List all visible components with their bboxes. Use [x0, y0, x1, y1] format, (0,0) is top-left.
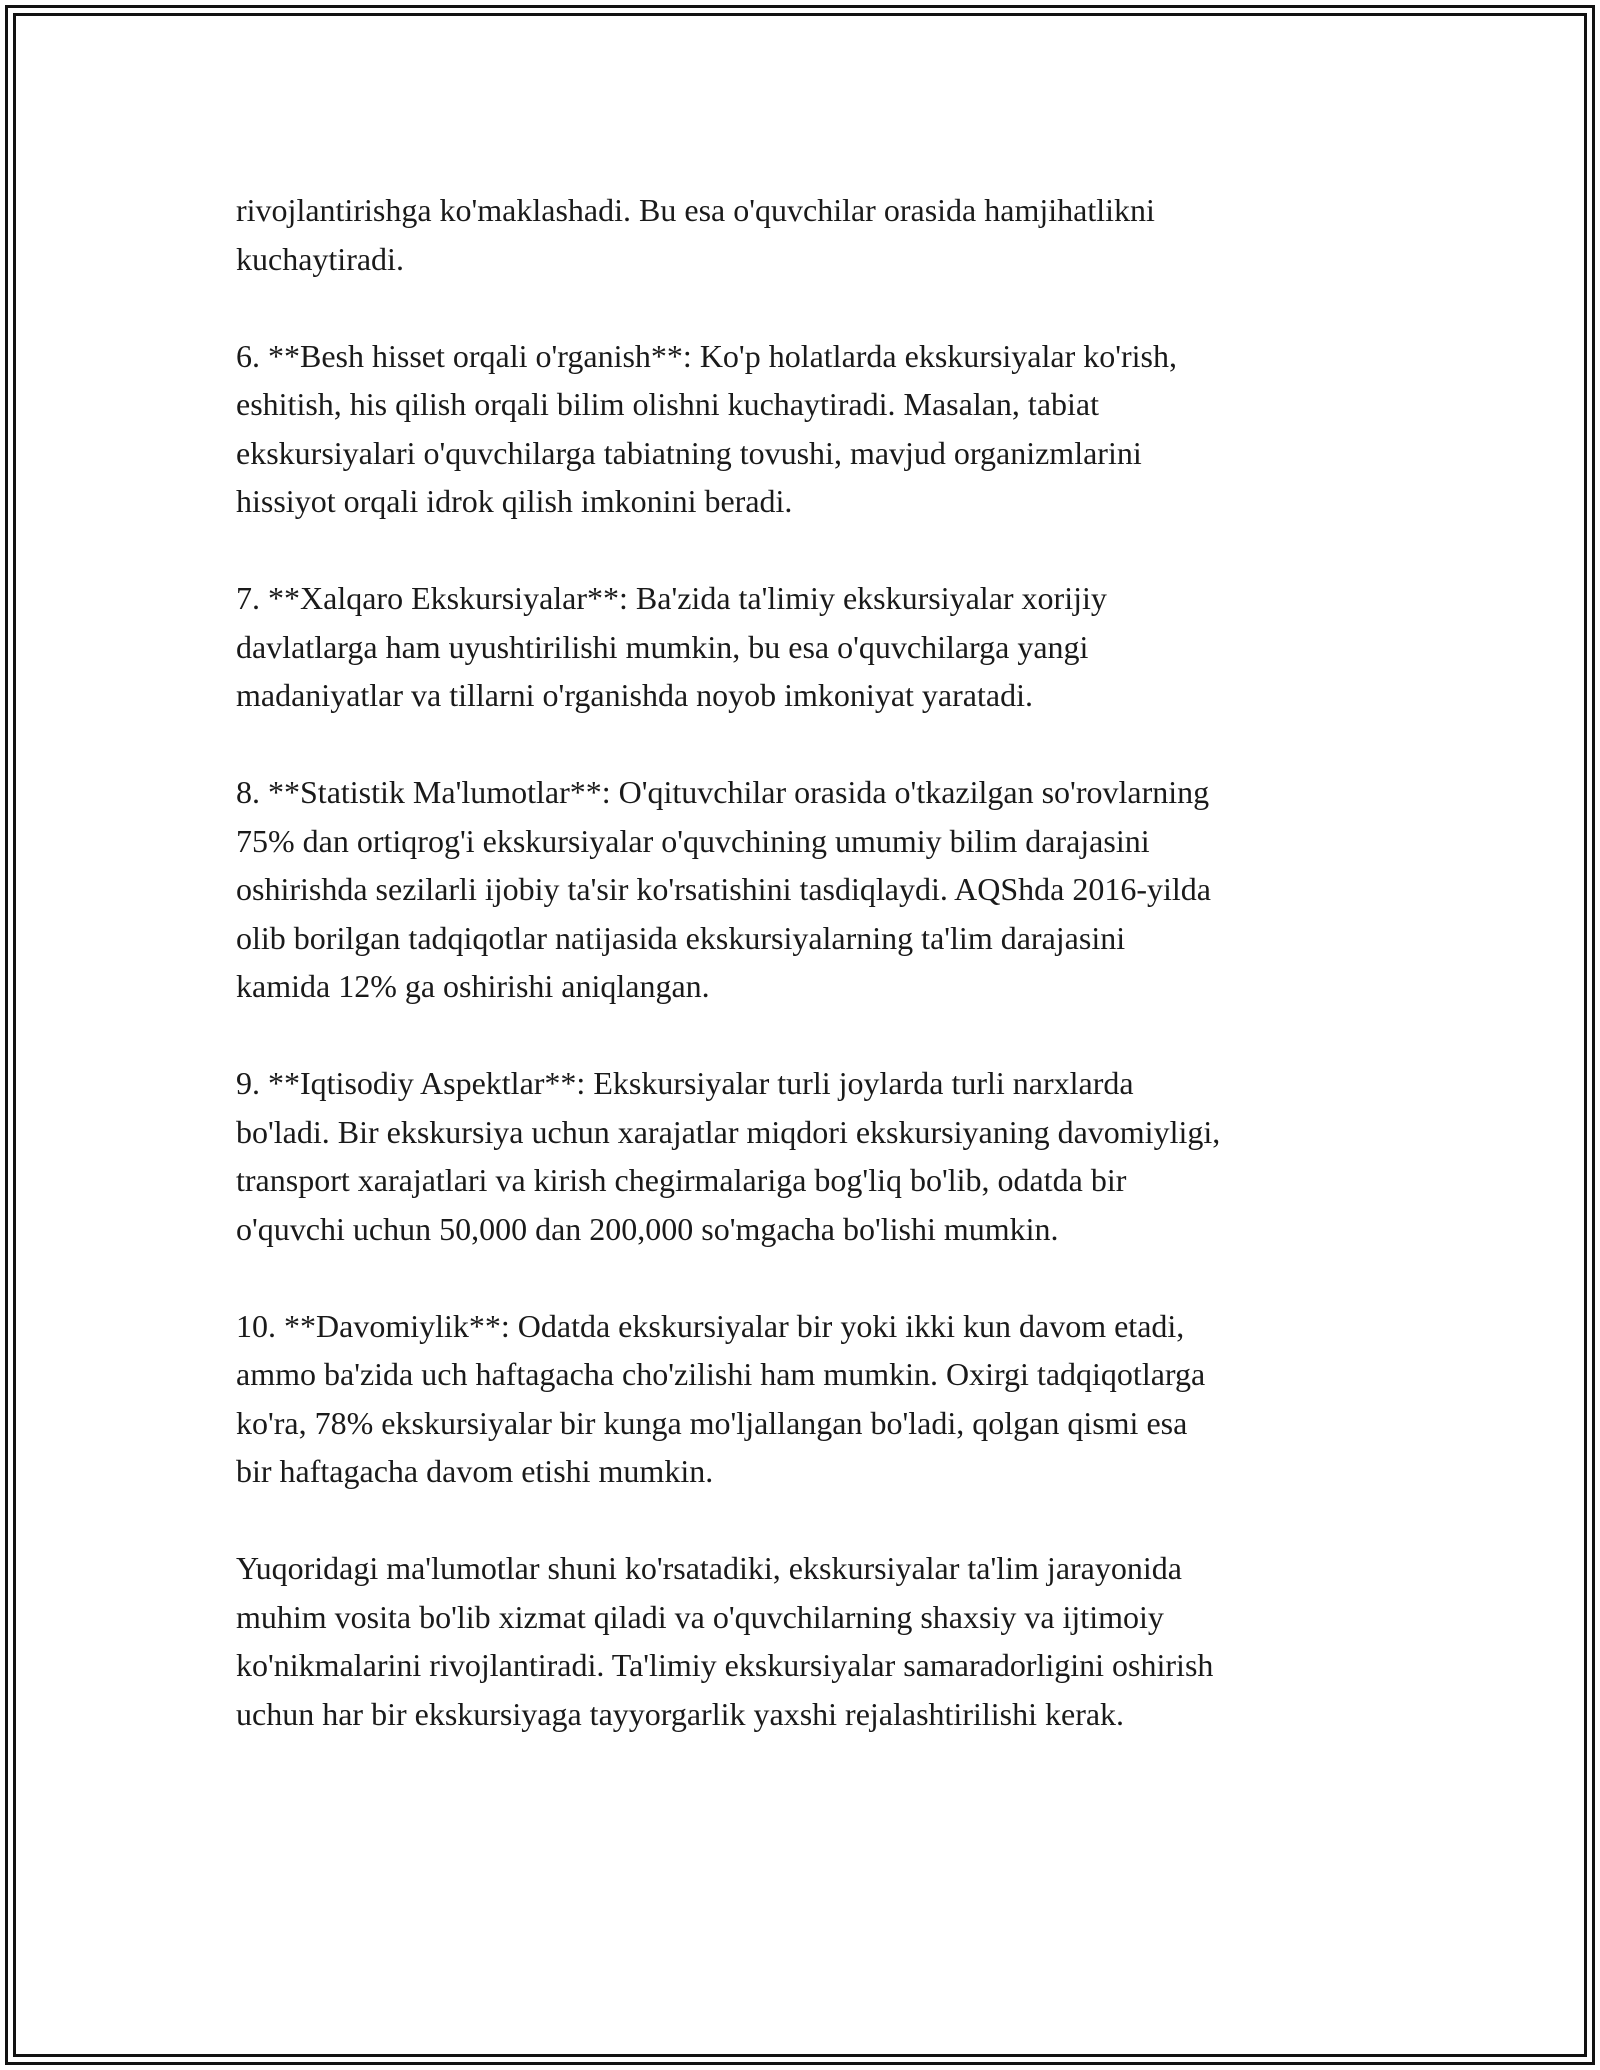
paragraph-conclusion: Yuqoridagi ma'lumotlar shuni ko'rsatadiki, ekskursiyalar ta'lim jarayonida muhim vosita bo'lib xizmat qiladi va o'quvchilarning shaxsiy va ijtimoiy ko'nikmalarini rivojlantiradi. Ta'limiy ekskursiyalar samaradorligini oshirish uchun har bir ekskursiyaga tayyorgarlik yaxshi rejalashtirilishi kerak.	[236, 1550, 1214, 1732]
document-body	[236, 186, 1386, 1738]
paragraph-continuation: rivojlantirishga ko'maklashadi. Bu esa o'quvchilar orasida hamjihatlikni kuchaytiradi.	[236, 192, 1155, 277]
paragraph-item-6: 6. **Besh hisset orqali o'rganish**: Ko'p holatlarda ekskursiyalar ko'rish, eshitish, his qilish orqali bilim olishni kuchaytiradi. Masalan, tabiat ekskursiyalari o'quvchilarga tabiatning tovushi, mavjud organizmlarini hissiyot orqali idrok qilish imkonini beradi.	[236, 337, 1177, 519]
paragraph-item-7: 7. **Xalqaro Ekskursiyalar**: Ba'zida ta'limiy ekskursiyalar xorijiy davlatlarga ham uyushtirilishi mumkin, bu esa o'quvchilarga yangi madaniyatlar va tillarni o'rganishda noyob imkoniyat yaratadi.	[236, 580, 1107, 713]
paragraph-item-10: 10. **Davomiylik**: Odatda ekskursiyalar bir yoki ikki kun davom etadi, ammo ba'zida uch haftagacha cho'zilishi ham mumkin. Oxirgi tadqiqotlarga ko'ra, 78% ekskursiyalar bir kunga mo'ljallangan bo'ladi, qolgan qismi esa bir haftagacha davom etishi mumkin.	[236, 1307, 1206, 1489]
paragraph-item-8: 8. **Statistik Ma'lumotlar**: O'qituvchilar orasida o'tkazilgan so'rovlarning 75% dan ortiqrog'i ekskursiyalar o'quvchining umumiy bilim darajasini oshirishda sezilarli ijobiy ta'sir ko'rsatishini tasdiqlaydi. AQShda 2016-yilda olib borilgan tadqiqotlar natijasida ekskursiyalarning ta'lim darajasini kamida 12% ga oshirishi aniqlangan.	[236, 774, 1211, 1004]
paragraph-item-9: 9. **Iqtisodiy Aspektlar**: Ekskursiyalar turli joylarda turli narxlarda bo'ladi. Bir ekskursiya uchun xarajatlar miqdori ekskursiyaning davomiyligi, transport xarajatlari va kirish chegirmalariga bog'liq bo'lib, odatda bir o'quvchi uchun 50,000 dan 200,000 so'mgacha bo'lishi mumkin.	[236, 1065, 1221, 1247]
